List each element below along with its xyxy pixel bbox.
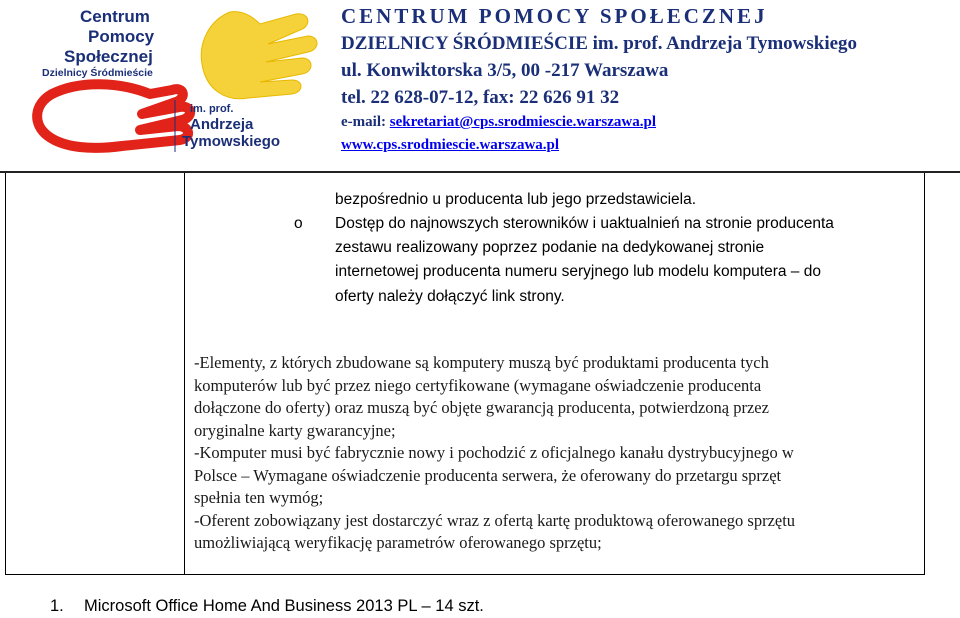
organization-logo — [30, 2, 320, 162]
bullet-line: oferty należy dołączyć link strony. — [335, 287, 565, 305]
requirements-line: umożliwiającą weryfikację parametrów oferowanego sprzętu; — [194, 533, 602, 552]
requirements-line: -Elementy, z których zbudowane są komputery muszą być produktami producenta tych — [194, 353, 769, 372]
bullet-marker: o — [294, 215, 303, 232]
yellow-hand-shape — [201, 12, 317, 99]
requirements-line: oryginalne karty gwarancyjne; — [194, 420, 396, 440]
table-column-divider — [184, 173, 185, 574]
org-district: DZIELNICY ŚRÓDMIEŚCIE im. prof. Andrzeja Tymowskiego — [341, 33, 858, 54]
org-website-row — [341, 134, 951, 157]
bullet-line: zestawu realizowany poprzez podanie na dedykowanej stronie — [335, 239, 765, 257]
requirements-line: komputerów lub być przez niego certyfikowane (wymagane oświadczenie producenta — [194, 375, 762, 395]
logo-text-centrum: Centrum — [80, 7, 150, 26]
website-link[interactable]: www.cps.srodmiescie.warszawa.pl — [341, 137, 560, 153]
org-phone: tel. 22 628-07-12, fax: 22 626 91 32 — [341, 87, 620, 108]
logo-text-pomocy: Pomocy — [88, 27, 155, 46]
letterhead — [0, 0, 960, 170]
logo-text-dzielnicy: Dzielnicy Śródmieście — [42, 67, 153, 79]
bullet-paragraph — [335, 212, 925, 309]
logo-text-tymowskiego: Tymowskiego — [182, 133, 281, 150]
bullet-line: internetowej producenta numeru seryjnego lub modelu komputera – do — [335, 263, 821, 281]
continued-text: bezpośrednio u producenta lub jego przedstawiciela. — [335, 191, 697, 208]
logo-text-im-prof: im. prof. — [190, 103, 234, 115]
requirements-line: Polsce – Wymagane oświadczenie producenta serwera, że oferowany do przetargu sprzęt — [194, 465, 782, 485]
red-hand-shape — [37, 84, 190, 148]
requirements-paragraph — [194, 352, 914, 555]
org-email-row — [341, 111, 951, 134]
org-name: CENTRUM POMOCY SPOŁECZNEJ — [341, 4, 768, 28]
email-link[interactable]: sekretariat@cps.srodmiescie.warszawa.pl — [389, 114, 657, 130]
requirements-line: dołączone do oferty) oraz muszą być objęte gwarancją producenta, potwierdzoną przez — [194, 398, 769, 417]
organization-info — [341, 3, 951, 157]
logo-text-spolecznej: Społecznej — [64, 47, 153, 66]
logo-text-andrzeja: Andrzeja — [190, 116, 254, 133]
list-item-text: Microsoft Office Home And Business 2013 PL – 14 szt. — [84, 597, 484, 615]
numbered-list-item — [50, 597, 484, 616]
list-number: 1. — [50, 597, 64, 615]
requirements-line: spełnia ten wymóg; — [194, 488, 324, 507]
org-address: ul. Konwiktorska 3/5, 00 -217 Warszawa — [341, 60, 669, 81]
bullet-line: Dostęp do najnowszych sterowników i uaktualnień na stronie producenta — [335, 215, 834, 232]
email-label: e-mail: — [341, 114, 390, 130]
requirements-line: -Komputer musi być fabrycznie nowy i pochodzić z oficjalnego kanału dystrybucyjnego w — [194, 443, 794, 462]
requirements-line: -Oferent zobowiązany jest dostarczyć wraz z ofertą kartę produktową oferowanego sprzętu — [194, 510, 796, 530]
